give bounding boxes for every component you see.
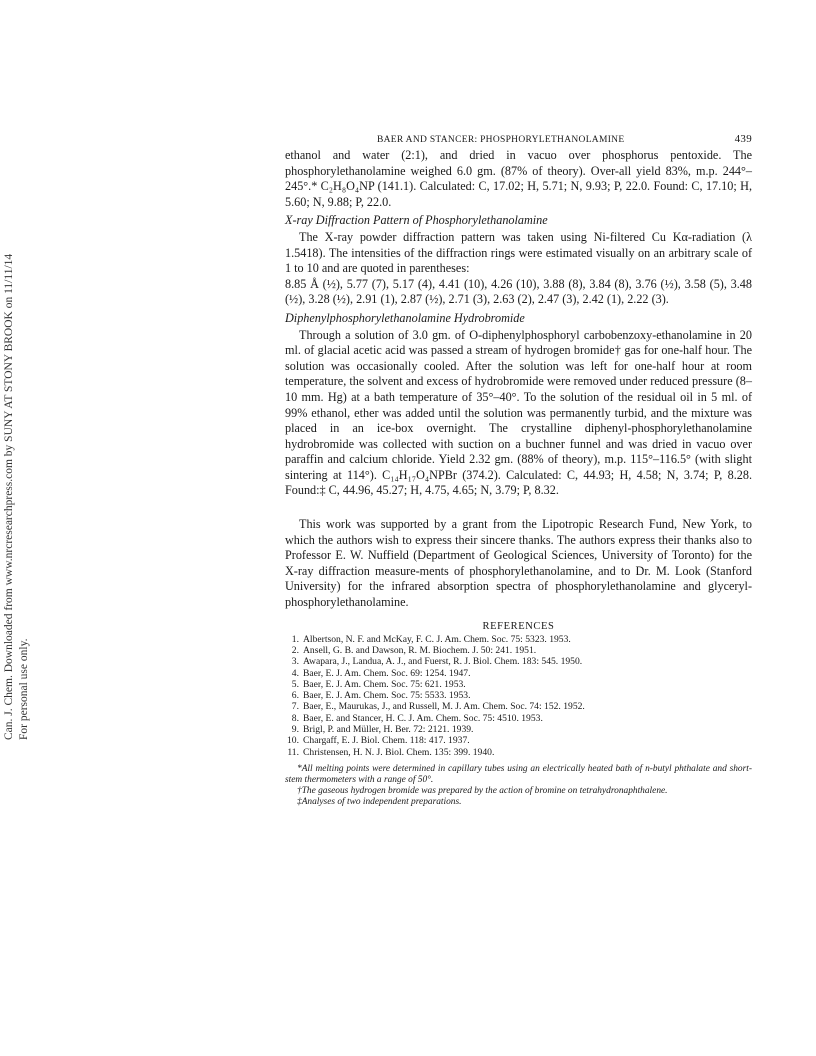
reference-item: 4. Baer, E. J. Am. Chem. Soc. 69: 1254. 1947. <box>291 667 471 679</box>
watermark-line-2: For personal use only. <box>18 638 30 740</box>
paragraph-xray: The X-ray powder diffraction pattern was taken using Ni-filtered Cu Kα-radiation (λ 1.5418). The intensities of the diffraction rings were estimated visually on an arbitrary scale of 1 to 10 and are quoted in parentheses: <box>285 229 752 276</box>
section-heading-xray: X-ray Diffraction Pattern of Phosphorylethanolamine <box>285 213 548 228</box>
footnotes <box>285 764 752 808</box>
section-heading-hydrobromide: Diphenylphosphorylethanolamine Hydrobromide <box>285 310 525 325</box>
page-number: 439 <box>734 133 752 145</box>
footnote-hydrogen-bromide: †The gaseous hydrogen bromide was prepared by the action of bromine on tetrahydronaphthalene. <box>297 785 668 796</box>
reference-item: 2. Ansell, G. B. and Dawson, R. M. Biochem. J. 50: 241. 1951. <box>291 644 537 656</box>
paragraph-xray-values: 8.85 Å (½), 5.77 (7), 5.17 (4), 4.41 (10), 4.26 (10), 3.88 (8), 3.84 (8), 3.76 (½), 3.58 (5), 3.48 (½), 3.28 (½), 2.91 (1), 2.87 (½), 2.71 (3), 2.63 (2), 2.47 (3), 2.42 (1), 2.22 (3). <box>285 276 752 307</box>
reference-item: 3. Awapara, J., Landua, A. J., and Fuerst, R. J. Biol. Chem. 183: 545. 1950. <box>291 656 583 668</box>
reference-item: 9. Brigl, P. and Müller, H. Ber. 72: 2121. 1939. <box>291 724 474 735</box>
paragraph-hydrobromide: Through a solution of 3.0 gm. of O-diphenylphosphoryl carbobenzoxy-ethanolamine in 20 ml. of glacial acetic acid was passed a stream of hydrogen bromide† gas for one-half hour. The solution was occasionally cooled. After the solution was left for one-half hour at room temperature, the solvent and excess of hydrobromide were removed under reduced pressure (8–10 mm. Hg) at a bath temperature of 35°–40°. To the solution of the residual oil in 5 ml. of 99% ethanol, ether was added until the solution was permanently turbid, and the mixture was placed in an ice-box overnight. The crystalline diphenyl-phosphorylethanolamine hydrobromide was collected with suction on a buchner funnel and was dried in vacuo over paraffin and calcium chloride. Yield 2.32 gm. (88% of theory), m.p. 115°–116.5° (with slight sintering at 114°). C₁₄H₁₇O₄NPBr (374.2). Calculated: C, 44.93; H, 4.58; N, 3.74; P, 8.28. Found:‡ C, 44.96, 45.27; H, 4.75, 4.65; N, 3.79; P, 8.32. <box>285 327 752 498</box>
download-watermark <box>2 230 32 740</box>
reference-item: 1. Albertson, N. F. and McKay, F. C. J. Am. Chem. Soc. 75: 5323. 1953. <box>291 633 571 645</box>
page-body <box>285 132 752 808</box>
reference-item: 10. Chargaff, E. J. Biol. Chem. 118: 417. 1937. <box>287 735 470 747</box>
page-header <box>285 132 752 148</box>
paragraph-continued: ethanol and water (2:1), and dried in vacuo over phosphorus pentoxide. The phosphorylethanolamine weighed 6.0 gm. (87% of theory). Over-all yield 83%, m.p. 244°–245°.* C₂H₈O₄NP (141.1). Calculated: C, 17.02; H, 5.71; N, 9.93; P, 22.0. Found: C, 17.10; H, 5.60; N, 9.88; P, 22.0. <box>285 148 752 209</box>
references-heading: REFERENCES <box>482 620 555 632</box>
reference-item: 8. Baer, E. and Stancer, H. C. J. Am. Chem. Soc. 75: 4510. 1953. <box>291 712 543 724</box>
running-head: BAER AND STANCER: PHOSPHORYLETHANOLAMINE <box>377 135 625 145</box>
references-list <box>285 634 752 758</box>
footnote-melting-points: *All melting points were determined in capillary tubes using an electrically heated bath of n-butyl phthalate and short-stem thermometers with a range of 50°. <box>285 763 752 785</box>
footnote-analyses: ‡Analyses of two independent preparations. <box>297 796 462 807</box>
reference-item: 6. Baer, E. J. Am. Chem. Soc. 75: 5533. 1953. <box>291 690 471 702</box>
reference-item: 7. Baer, E., Maurukas, J., and Russell, M. J. Am. Chem. Soc. 74: 152. 1952. <box>291 701 585 713</box>
paragraph-acknowledgements: This work was supported by a grant from the Lipotropic Research Fund, New York, to which the authors wish to express their sincere thanks. The authors express their thanks also to Professor E. W. Nuffield (Department of Geological Sciences, University of Toronto) for the X-ray diffraction measure-ments of phosphorylethanolamine, and to Dr. M. Look (Stanford University) for the infrared absorption spectra of phosphorylethanolamine and glyceryl-phosphorylethanolamine. <box>285 517 752 610</box>
reference-item: 11. Christensen, H. N. J. Biol. Chem. 135: 399. 1940. <box>287 746 495 758</box>
reference-item: 5. Baer, E. J. Am. Chem. Soc. 75: 621. 1953. <box>291 678 466 690</box>
watermark-line-1: Can. J. Chem. Downloaded from www.nrcresearchpress.com by SUNY AT STONY BROOK on 11/11/14 <box>3 253 15 740</box>
